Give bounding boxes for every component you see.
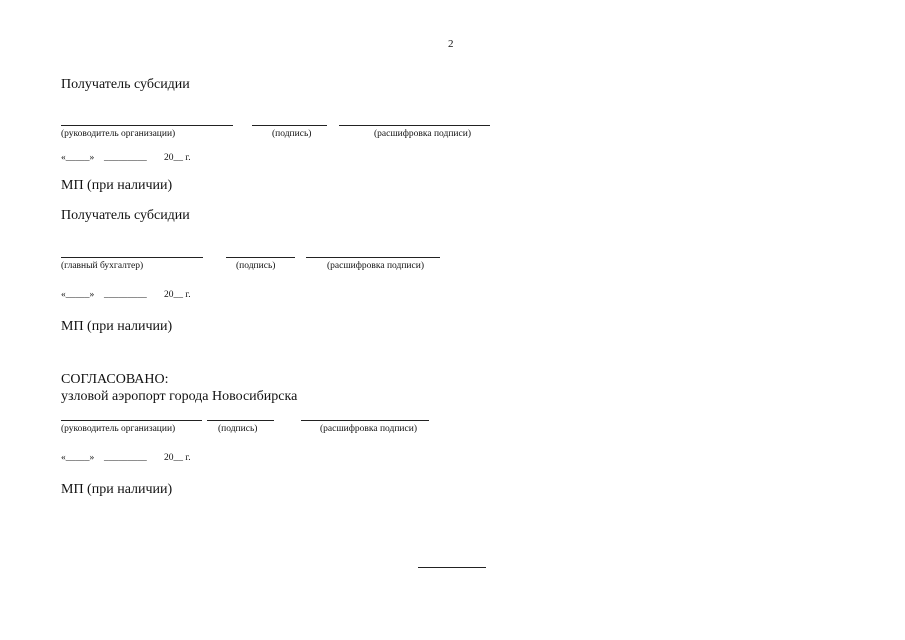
signature-line-decoding xyxy=(306,257,440,258)
end-divider xyxy=(418,567,486,568)
seal-note: МП (при наличии) xyxy=(61,319,173,334)
date-month: _________ xyxy=(104,453,147,463)
date-year: 20__ г. xyxy=(164,453,191,463)
label-position: (главный бухгалтер) xyxy=(61,261,144,271)
label-decoding: (расшифровка подписи) xyxy=(374,129,471,139)
signature-line-signature xyxy=(252,125,327,126)
label-signature: (подпись) xyxy=(236,261,276,271)
date-year: 20__ г. xyxy=(164,153,191,163)
signature-line-position xyxy=(61,257,203,258)
label-position: (руководитель организации) xyxy=(61,424,176,434)
block-heading: Получатель субсидии xyxy=(61,77,190,92)
seal-note: МП (при наличии) xyxy=(61,482,173,497)
seal-note: МП (при наличии) xyxy=(61,178,173,193)
signature-line-decoding xyxy=(339,125,490,126)
page-number: 2 xyxy=(448,38,454,50)
label-decoding: (расшифровка подписи) xyxy=(320,424,417,434)
date-day: «_____» xyxy=(61,153,95,163)
date-day: «_____» xyxy=(61,290,95,300)
block-heading: Получатель субсидии xyxy=(61,208,190,223)
label-signature: (подпись) xyxy=(272,129,312,139)
signature-line-position xyxy=(61,125,233,126)
signature-line-position xyxy=(61,420,202,421)
approval-organization: узловой аэропорт города Новосибирска xyxy=(61,389,298,404)
approval-heading: СОГЛАСОВАНО: xyxy=(61,372,169,387)
label-signature: (подпись) xyxy=(218,424,258,434)
label-decoding: (расшифровка подписи) xyxy=(327,261,424,271)
date-month: _________ xyxy=(104,153,147,163)
signature-line-decoding xyxy=(301,420,429,421)
signature-line-signature xyxy=(226,257,295,258)
signature-line-signature xyxy=(207,420,274,421)
date-month: _________ xyxy=(104,290,147,300)
date-day: «_____» xyxy=(61,453,95,463)
label-position: (руководитель организации) xyxy=(61,129,176,139)
date-year: 20__ г. xyxy=(164,290,191,300)
